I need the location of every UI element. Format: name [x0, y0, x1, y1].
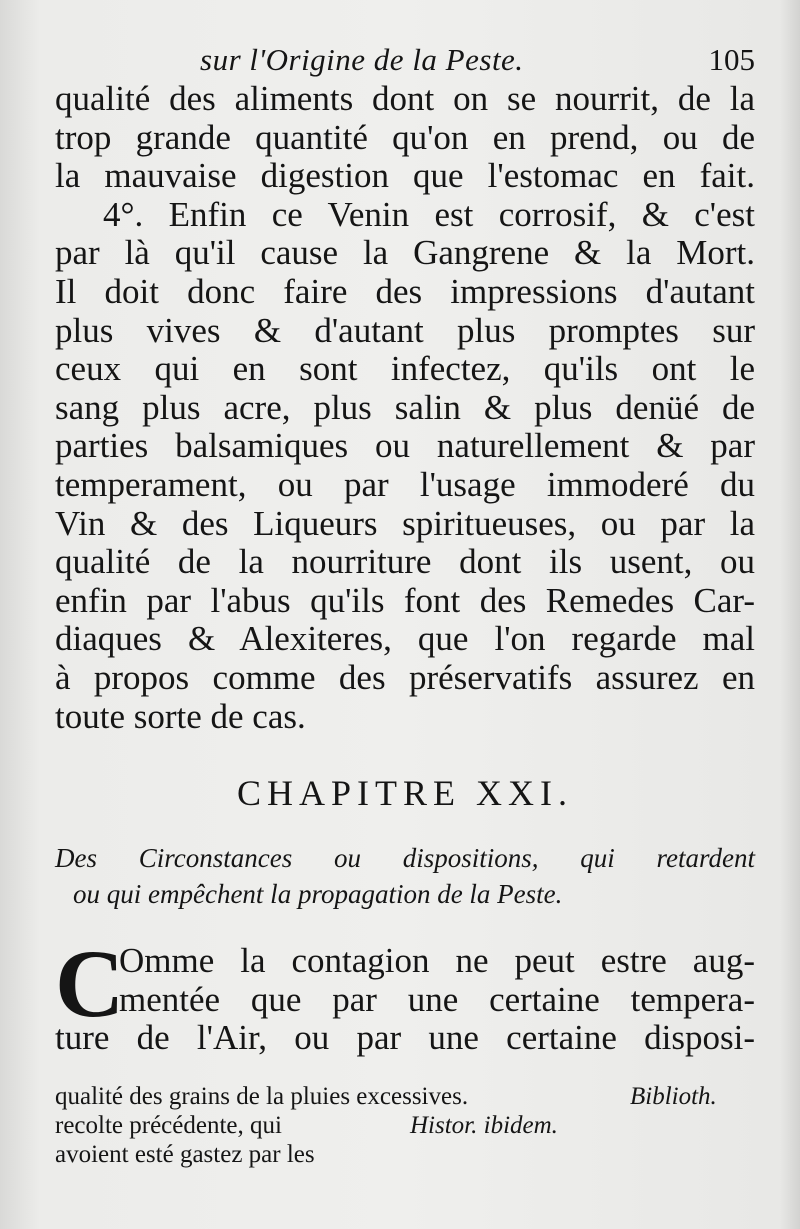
text-line: Omme la contagion ne peut estre aug- [119, 941, 755, 980]
footnote-reference: Biblioth. [630, 1083, 717, 1110]
text-line: par là qu'il cause la Gangrene & la Mort. [55, 233, 755, 273]
footnote-row [55, 1111, 755, 1140]
footnote-text: recolte précédente, qui [55, 1112, 282, 1139]
chapter-opening [55, 930, 755, 1058]
text-line: ceux qui en sont infectez, qu'ils ont le [55, 349, 755, 389]
text-line: mentée que par une certaine tempera- [119, 979, 755, 1019]
text-line: diaques & Alexiteres, que l'on regarde mal [55, 619, 755, 659]
text-line: la mauvaise digestion que l'estomac en fait. [55, 156, 755, 196]
footnote-row [55, 1140, 755, 1169]
text-line: qualité de la nourriture dont ils usent, ou [55, 542, 755, 582]
footnote-text: qualité des grains de la pluies excessives. [55, 1083, 469, 1110]
text-line: toute sorte de cas. [55, 696, 306, 736]
footnote-reference: Histor. ibidem. [410, 1112, 558, 1139]
text-line: parties balsamiques ou naturellement & par [55, 426, 755, 466]
page-number: 105 [708, 42, 755, 77]
text-line: ture de l'Air, ou par une certaine disposi- [55, 1018, 755, 1058]
body-text [55, 80, 755, 736]
subtitle-line: ou qui empêchent la propagation de la Peste. [73, 879, 563, 909]
text-line: 4°. Enfin ce Venin est corrosif, & c'est [103, 194, 755, 234]
text-line: plus vives & d'autant plus promptes sur [55, 310, 755, 350]
text-line: Il doit donc faire des impressions d'autant [55, 271, 755, 311]
text-line: trop grande quantité qu'on en prend, ou de [55, 117, 755, 157]
text-line: à propos comme des préservatifs assurez en [55, 657, 755, 697]
text-line: enfin par l'abus qu'ils font des Remedes Car- [55, 580, 755, 620]
chapter-subtitle [55, 840, 755, 912]
subtitle-line: Des Circonstances ou dispositions, qui retardent [55, 843, 755, 873]
drop-cap: C [55, 930, 125, 1037]
text-line: temperament, ou par l'usage immoderé du [55, 464, 755, 504]
text-line: qualité des aliments dont on se nourrit, de la [55, 79, 755, 118]
footnotes [55, 1082, 755, 1169]
running-title: sur l'Origine de la Peste. [200, 42, 524, 77]
text-line: Vin & des Liqueurs spiritueuses, ou par la [55, 503, 755, 543]
chapter-heading: CHAPITRE XXI. [237, 773, 573, 813]
text-line: sang plus acre, plus salin & plus denüé de [55, 387, 755, 427]
footnote-text: avoient esté gastez par les [55, 1141, 315, 1168]
footnote-row [55, 1082, 755, 1111]
